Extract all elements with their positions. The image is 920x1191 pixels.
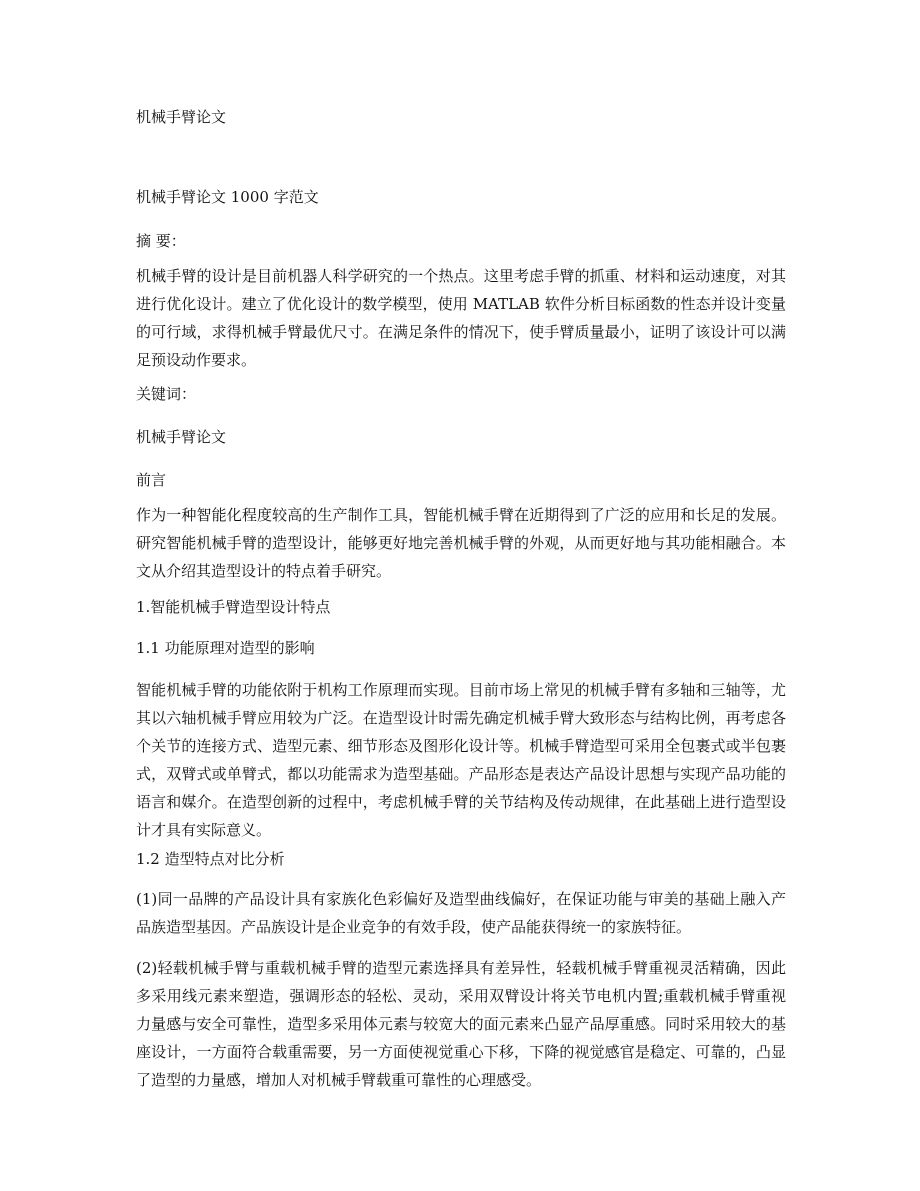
document-subtitle: 机械手臂论文 1000 字范文	[136, 188, 319, 206]
document-title: 机械手臂论文	[136, 108, 227, 126]
keywords-label: 关键词：	[136, 385, 197, 403]
section-1-1-heading: 1.1 功能原理对造型的影响	[136, 639, 315, 657]
preface-paragraph: 作为一种智能化程度较高的生产制作工具，智能机械手臂在近期得到了广泛的应用和长足的发展。研究智能机械手臂的造型设计，能够更好地完善机械手臂的外观，从而更好地与其功能相融合。本文从介绍其造型设计的特点着手研究。	[136, 506, 786, 580]
abstract-paragraph: 机械手臂的设计是目前机器人科学研究的一个热点。这里考虑手臂的抓重、材料和运动速度，对其进行优化设计。建立了优化设计的数学模型，使用 MATLAB 软件分析目标函数的性态并设计变量的可行域，求得机械手臂最优尺寸。在满足条件的情况下，使手臂质量最小，证明了该设计可以满足预设动作要求。	[136, 267, 786, 369]
paragraph-1: (1)同一品牌的产品设计具有家族化色彩偏好及造型曲线偏好，在保证功能与审美的基础上融入产品族造型基因。产品族设计是企业竞争的有效手段，使产品能获得统一的家族特征。	[136, 890, 786, 936]
section-1-1-paragraph: 智能机械手臂的功能依附于机构工作原理而实现。目前市场上常见的机械手臂有多轴和三轴等，尤其以六轴机械手臂应用较为广泛。在造型设计时需先确定机械手臂大致形态与结构比例，再考虑各个关节的连接方式、造型元素、细节形态及图形化设计等。机械手臂造型可采用全包裹式或半包裹式，双臂式或单臂式，都以功能需求为造型基础。产品形态是表达产品设计思想与实现产品功能的语言和媒介。在造型创新的过程中，考虑机械手臂的关节结构及传动规律，在此基础上进行造型设计才具有实际意义。	[136, 681, 786, 839]
preface-heading: 前言	[136, 471, 167, 489]
abstract-label: 摘 要：	[136, 232, 186, 250]
section-1-2-heading: 1.2 造型特点对比分析	[136, 850, 285, 868]
section-1-heading: 1.智能机械手臂造型设计特点	[136, 598, 331, 616]
paragraph-2: (2)轻载机械手臂与重载机械手臂的造型元素选择具有差异性，轻载机械手臂重视灵活精确，因此多采用线元素来塑造，强调形态的轻松、灵动，采用双臂设计将关节电机内置;重载机械手臂重视力量感与安全可靠性，造型多采用体元素与较宽大的面元素来凸显产品厚重感。同时采用较大的基座设计，一方面符合载重需要，另一方面使视觉重心下移，下降的视觉感官是稳定、可靠的，凸显了造型的力量感，增加人对机械手臂载重可靠性的心理感受。	[136, 959, 786, 1089]
keywords-value: 机械手臂论文	[136, 428, 227, 446]
